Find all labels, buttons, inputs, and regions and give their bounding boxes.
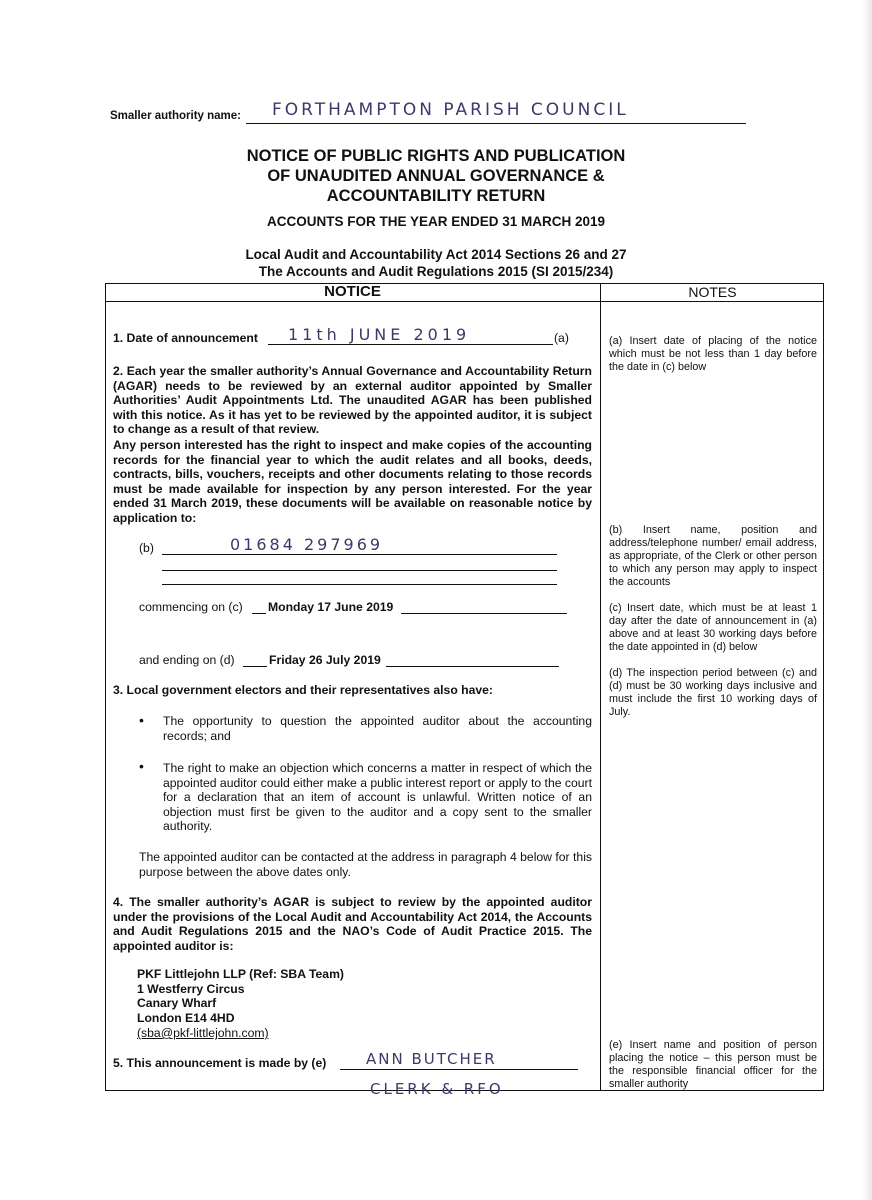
paragraph-2a: 2. Each year the smaller authority’s Annual Governance and Accountability Return (AGAR) needs to be reviewed by an external auditor appointed by Smaller Authorities’ Audit Appointments Ltd. The unaudited AGAR has been published with this notice. As it has yet to be reviewed by the appointed auditor, it is subject to change as a result of that review. xyxy=(113,364,592,437)
note-d: (d) The inspection period between (c) and (d) must be 30 working days inclusive and must include the first 10 working days of July. xyxy=(609,667,817,718)
auditor-line-3: Canary Wharf xyxy=(137,996,217,1011)
note-b: (b) Insert name, position and address/telephone number/ email address, as appropriate, of the Clerk or other person to which any person may apply to inspect the accounts xyxy=(609,524,817,588)
title-line-2: OF UNAUDITED ANNUAL GOVERNANCE & xyxy=(267,167,605,185)
auditor-line-1: PKF Littlejohn LLP (Ref: SBA Team) xyxy=(137,967,344,981)
table-column-divider xyxy=(600,283,601,1091)
contact-label: (b) xyxy=(139,541,154,555)
ending-underline xyxy=(386,666,559,667)
note-a: (a) Insert date of placing of the notice which must be not less than 1 day before the date in (c) below xyxy=(609,335,817,373)
accounts-year-title: ACCOUNTS FOR THE YEAR ENDED 31 MARCH 2019 xyxy=(266,214,606,229)
contact-value: 01684 297969 xyxy=(230,535,384,554)
title-line-3: ACCOUNTABILITY RETURN xyxy=(326,187,546,205)
announcement-made-by-name: ANN BUTCHER xyxy=(366,1050,497,1068)
paragraph-3: 3. Local government electors and their representatives also have: xyxy=(113,683,493,697)
announcement-made-by-label: 5. This announcement is made by (e) xyxy=(113,1056,327,1070)
authority-name-value: FORTHAMPTON PARISH COUNCIL xyxy=(272,100,629,120)
paragraph-4: 4. The smaller authority’s AGAR is subject to review by the appointed auditor under the provisions of the Local Audit and Accountability Act 2014, the Accounts and Audit Regulations 2015 and the NAO’s Code of Audit Practice 2015. The appointed auditor is: xyxy=(113,895,592,953)
bullet-dot-2: • xyxy=(139,758,144,774)
ending-value: Friday 26 July 2019 xyxy=(269,653,381,667)
table-header-divider xyxy=(105,301,824,302)
notes-column-header: NOTES xyxy=(688,284,737,300)
auditor-line-2: 1 Westferry Circus xyxy=(137,981,245,996)
bullet-1: The opportunity to question the appointed auditor about the accounting records; and xyxy=(163,714,592,743)
auditor-email[interactable]: (sba@pkf-littlejohn.com) xyxy=(137,1026,269,1040)
ending-label: and ending on (d) xyxy=(139,653,235,667)
contact-underline-1 xyxy=(162,554,557,555)
date-of-announcement-underline xyxy=(268,344,553,345)
auditor-contact-note: The appointed auditor can be contacted at the address in paragraph 4 below for this purpose between the above dates only. xyxy=(139,850,592,879)
note-e: (e) Insert name and position of person placing the notice – this person must be the responsible financial officer for the smaller authority xyxy=(609,1039,817,1090)
title-line-1: NOTICE OF PUBLIC RIGHTS AND PUBLICATION xyxy=(246,147,626,165)
note-c: (c) Insert date, which must be at least 1 day after the date of announcement in (a) above and at least 30 working days before the date appointed in (d) below xyxy=(609,602,817,653)
commencing-value: Monday 17 June 2019 xyxy=(268,600,394,614)
date-of-announcement-suffix: (a) xyxy=(554,331,569,345)
announcement-made-by-underline xyxy=(340,1069,578,1070)
announcement-made-by-position: CLERK & RFO xyxy=(370,1080,504,1098)
act-title-2: The Accounts and Audit Regulations 2015 (SI 2015/234) xyxy=(258,264,614,279)
date-of-announcement-value: 11th JUNE 2019 xyxy=(288,325,471,344)
contact-underline-3 xyxy=(162,584,557,585)
commencing-underline-lead xyxy=(252,613,266,614)
notice-column-header: NOTICE xyxy=(324,283,381,300)
bullet-2: The right to make an objection which concerns a matter in respect of which the appointed auditor could either make a public interest report or apply to the court for a declaration that an item of account is unlawful. Written notice of an objection must first be given to the auditor and a copy sent to the smaller authority. xyxy=(163,761,592,834)
paragraph-2b: Any person interested has the right to inspect and make copies of the accounting records for the financial year to which the audit relates and all books, deeds, contracts, bills, vouchers, receipts and other documents relating to those records must be made available for inspection by any person interested. For the year ended 31 March 2019, these documents will be available on reasonable notice by application to: xyxy=(113,438,592,525)
auditor-line-4: London E14 4HD xyxy=(137,1011,235,1026)
bullet-dot-1: • xyxy=(139,712,144,728)
contact-underline-2 xyxy=(162,570,557,571)
act-title-1: Local Audit and Accountability Act 2014 Sections 26 and 27 xyxy=(245,247,627,262)
authority-name-label: Smaller authority name: xyxy=(110,110,242,122)
authority-name-underline xyxy=(246,123,746,124)
date-of-announcement-label: 1. Date of announcement xyxy=(113,331,258,345)
auditor-address xyxy=(137,967,344,1026)
commencing-underline xyxy=(401,613,567,614)
ending-underline-lead xyxy=(243,666,267,667)
commencing-label: commencing on (c) xyxy=(139,600,243,614)
